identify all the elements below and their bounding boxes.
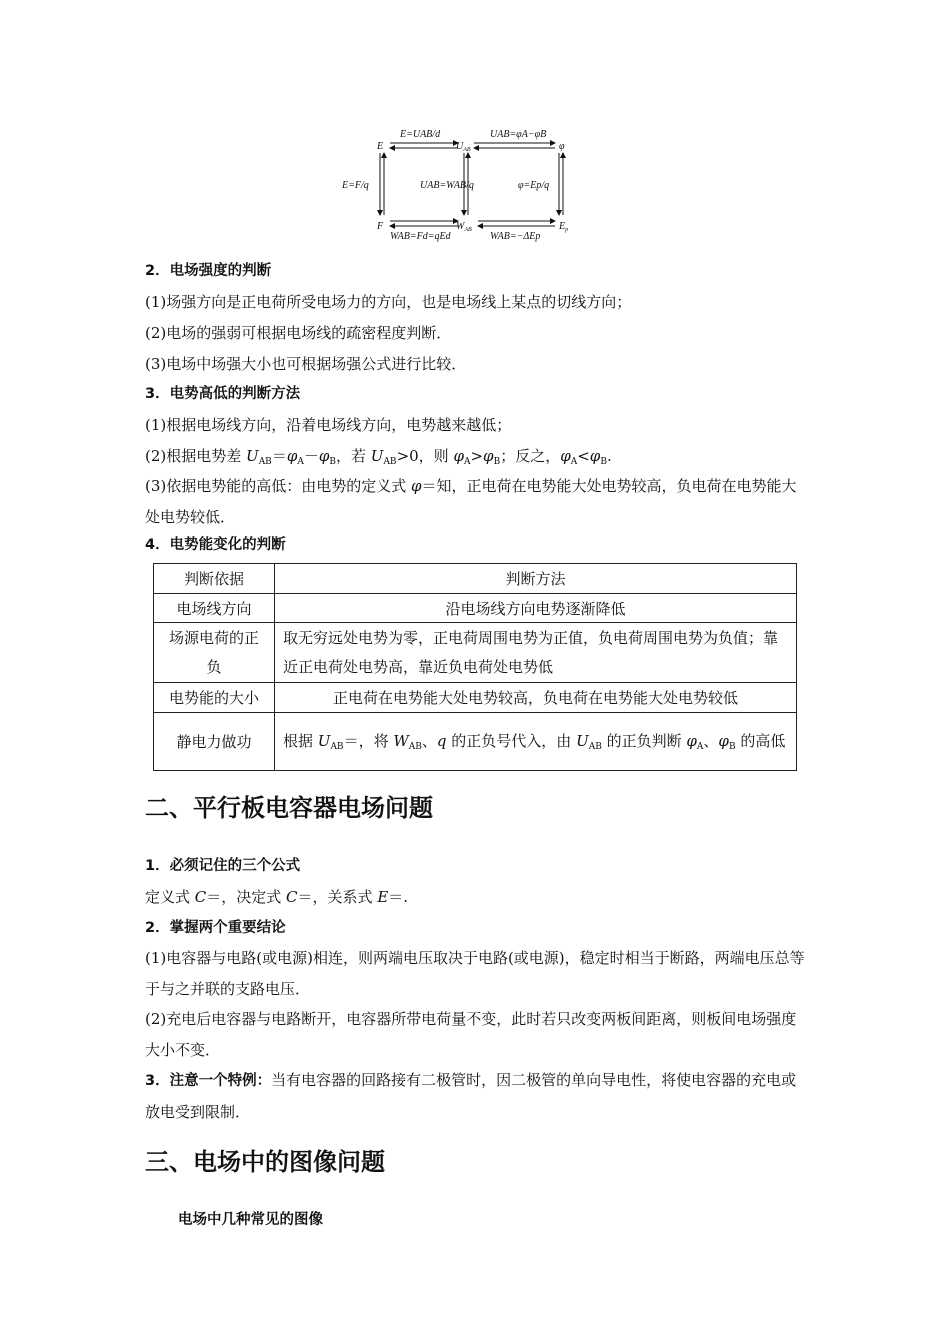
label-wab-eq-dep: WAB=−ΔEp [490, 231, 541, 242]
paragraph-field-direction: (1)场强方向是正电荷所受电场力的方向，也是电场线上某点的切线方向； [145, 293, 632, 311]
table-cell-basis: 电场线方向 [154, 594, 275, 623]
node-f: F [377, 221, 384, 232]
heading-energy-change: 4．电势能变化的判断 [145, 537, 286, 553]
section-title-graphs: 三、电场中的图像问题 [145, 1148, 385, 1176]
heading-three-formulas: 1．必须记住的三个公式 [145, 858, 301, 874]
paragraph-potential-energy: (3)依据电势能的高低：由电势的定义式 φ＝知，正电荷在电势能大处电势较高，负电荷在电势能大处电势较低． [145, 477, 797, 526]
table-cell-method: 根据 $U_{AB}=$，将 $W_{AB}$、q 的正负号代入，由 $U_{AB}$ 的正负判断 $\varphi_A$、$\varphi_B$ 的高低 [275, 713, 797, 771]
table-row [154, 683, 797, 713]
relationship-diagram [340, 115, 580, 247]
node-phi: φ [559, 141, 565, 152]
section-title-capacitor: 二、平行板电容器电场问题 [145, 794, 433, 822]
table-header-row [154, 564, 797, 594]
node-ep: $E_p$ [559, 221, 569, 233]
label-uab-eq-wab-q: UAB=WAB/q [420, 180, 474, 191]
heading-field-strength: 2．电场强度的判断 [145, 263, 272, 279]
table-row [154, 713, 797, 771]
paragraph-connected-capacitor: (1)电容器与电路(或电源)相连，则两端电压取决于电路(或电源)，稳定时相当于断路，两端电压总等于与之并联的支路电压． [145, 949, 805, 998]
paragraph-special-case: 3．注意一个特例：当有电容器的回路接有二极管时，因二极管的单向导电性，将使电容器的充电或放电受到限制． [145, 1071, 797, 1121]
table-cell-method: 正电荷在电势能大处电势较高，负电荷在电势能大处电势较低 [275, 683, 797, 713]
table-cell-basis: 电势能的大小 [154, 683, 275, 713]
node-uab: $U_{AB}$ [456, 141, 471, 153]
table-cell-basis: 场源电荷的正负 [154, 623, 275, 683]
node-e: E [377, 141, 384, 152]
paragraph-potential-line: (1)根据电场线方向，沿着电场线方向，电势越来越低； [145, 416, 512, 434]
label-e-eq-f-q: E=F/q [342, 180, 369, 191]
label-uab-eq-phi: UAB=φA−φB [490, 129, 547, 140]
table-row [154, 594, 797, 623]
judgement-table [153, 563, 797, 771]
heading-potential-judge: 3．电势高低的判断方法 [145, 386, 301, 402]
subheading-common-graphs: 电场中几种常见的图像 [178, 1212, 323, 1228]
paragraph-disconnected-capacitor: (2)充电后电容器与电路断开，电容器所带电荷量不变，此时若只改变两板间距离，则板间电场强度大小不变． [145, 1010, 797, 1059]
table-row [154, 623, 797, 683]
node-wab: $W_{AB}$ [456, 221, 472, 233]
table-header-basis: 判断依据 [154, 564, 275, 594]
table-cell-method: 取无穷远处电势为零，正电荷周围电势为正值，负电荷周围电势为负值；靠近正电荷处电势高，靠近负电荷处电势低 [275, 623, 797, 683]
paragraph-formulas: 定义式 C＝，决定式 C＝，关系式 E＝. [145, 888, 409, 906]
label-phi-eq-ep-q: φ=Ep/q [518, 180, 550, 191]
paragraph-potential-difference: (2)根据电势差 $U_{AB}=\varphi_A-\varphi_B$，若 $U_{AB}>0$，则 $\varphi_A>\varphi_B$；反之，$\varphi_A<\varphi_B$. [145, 447, 612, 467]
label-wab-eq-fd: WAB=Fd=qEd [390, 231, 451, 242]
paragraph-field-formula: (3)电场中场强大小也可根据场强公式进行比较． [145, 355, 467, 373]
label-e-eq-uab-d: E=UAB/d [400, 129, 441, 140]
special-case-label: 3．注意一个特例： [145, 1073, 272, 1089]
table-cell-method: 沿电场线方向电势逐渐降低 [275, 594, 797, 623]
table-header-method: 判断方法 [275, 564, 797, 594]
heading-two-conclusions: 2．掌握两个重要结论 [145, 920, 286, 936]
paragraph-field-density: (2)电场的强弱可根据电场线的疏密程度判断． [145, 324, 452, 342]
table-cell-basis: 静电力做功 [154, 713, 275, 771]
